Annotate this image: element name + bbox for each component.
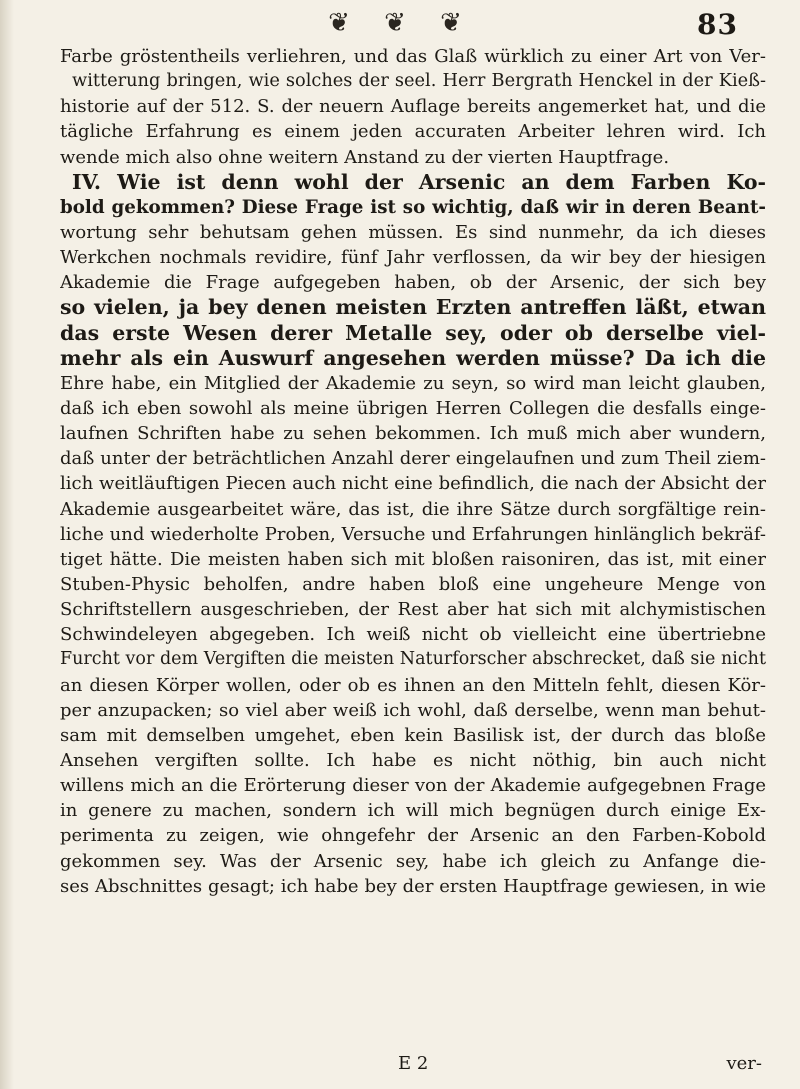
text-line: Ansehen vergiften sollte. Ich habe es nicht nöthig, bin auch nicht: [60, 749, 766, 771]
text-line: tägliche Erfahrung es einem jeden accuraten Arbeiter lehren wird. Ich: [60, 121, 766, 143]
page-number: 83: [697, 8, 738, 41]
text-line: Ehre habe, ein Mitglied der Akademie zu seyn, so wird man leicht glauben,: [60, 372, 766, 394]
text-line: an diesen Körper wollen, oder ob es ihnen an den Mitteln fehlt, diesen Kör-: [60, 674, 766, 696]
header-ornaments: [322, 8, 468, 38]
text-line: witterung bringen, wie solches der seel. Herr Bergrath Henckel in der Kieß-: [72, 71, 766, 92]
text-line: perimenta zu zeigen, wie ohngefehr der Arsenic an den Farben-Kobold: [60, 825, 766, 847]
text-line: daß unter der beträchtlichen Anzahl derer eingelaufnen und zum Theil ziem-: [60, 448, 766, 470]
text-line: Farbe gröstentheils verliehren, und das Glaß würklich zu einer Art von Ver-: [60, 46, 766, 67]
emphasized-line: das erste Wesen derer Metalle sey, oder ob derselbe viel-: [60, 320, 766, 345]
text-line: laufnen Schriften habe zu sehen bekommen. Ich muß mich aber wundern,: [60, 423, 766, 445]
text-line: ses Abschnittes gesagt; ich habe bey der ersten Hauptfrage gewiesen, in wie: [60, 875, 766, 897]
text-line: willens mich an die Erörterung dieser von der Akademie aufgegebnen Frage: [60, 775, 766, 797]
text-line: tiget hätte. Die meisten haben sich mit bloßen raisoniren, das ist, mit einer: [60, 548, 766, 570]
fleuron-icon: ❦: [328, 8, 350, 38]
fleuron-icon: ❦: [440, 8, 462, 38]
signature-mark: E 2: [398, 1053, 429, 1074]
text-line: Akademie die Frage aufgegeben haben, ob der Arsenic, der sich bey: [60, 272, 766, 294]
section-heading: IV. Wie ist denn wohl der Arsenic an dem Farben Ko-: [72, 169, 766, 194]
text-line: wortung sehr behutsam gehen müssen. Es sind nunmehr, da ich dieses: [60, 221, 766, 243]
page-header: [0, 6, 800, 40]
section-heading-continuation: bold gekommen? Diese Frage ist so wichtig, daß wir in deren Beant-: [60, 196, 766, 218]
text-line: Furcht vor dem Vergiften die meisten Naturforscher abschrecket, daß sie nicht: [60, 649, 766, 670]
page-edge-shadow: [0, 0, 14, 1089]
text-line: daß ich eben sowohl als meine übrigen Herren Collegen die desfalls einge-: [60, 397, 766, 419]
emphasized-line: so vielen, ja bey denen meisten Erzten antreffen läßt, etwan: [60, 295, 766, 320]
text-line: per anzupacken; so viel aber weiß ich wohl, daß derselbe, wenn man behut-: [60, 699, 766, 721]
emphasized-line: mehr als ein Auswurf angesehen werden müsse? Da ich die: [60, 345, 766, 370]
text-line: wende mich also ohne weitern Anstand zu der vierten Hauptfrage.: [60, 146, 670, 168]
text-line: historie auf der 512. S. der neuern Auflage bereits angemerket hat, und die: [60, 96, 766, 118]
page-footer: [60, 1050, 766, 1078]
text-line: sam mit demselben umgehet, eben kein Basilisk ist, der durch das bloße: [60, 724, 766, 746]
text-line: Schriftstellern ausgeschrieben, der Rest aber hat sich mit alchymistischen: [60, 599, 766, 621]
text-line: Stuben-Physic beholfen, andre haben bloß eine ungeheure Menge von: [60, 573, 766, 595]
text-line: Schwindeleyen abgegeben. Ich weiß nicht ob vielleicht eine übertriebne: [60, 624, 766, 646]
text-line: Akademie ausgearbeitet wäre, das ist, die ihre Sätze durch sorgfältige rein-: [60, 498, 766, 520]
catchword: ver-: [726, 1053, 762, 1074]
text-line: in genere zu machen, sondern ich will mich begnügen durch einige Ex-: [60, 800, 766, 822]
body-text: [60, 44, 766, 1044]
text-line: gekommen sey. Was der Arsenic sey, habe ich gleich zu Anfange die-: [60, 850, 766, 872]
fleuron-icon: ❦: [384, 8, 406, 38]
text-line: liche und wiederholte Proben, Versuche und Erfahrungen hinlänglich bekräf-: [60, 523, 766, 545]
text-line: lich weitläuftigen Piecen auch nicht eine befindlich, die nach der Absicht der: [60, 473, 766, 495]
text-line: Werkchen nochmals revidire, fünf Jahr verflossen, da wir bey der hiesigen: [60, 247, 766, 269]
